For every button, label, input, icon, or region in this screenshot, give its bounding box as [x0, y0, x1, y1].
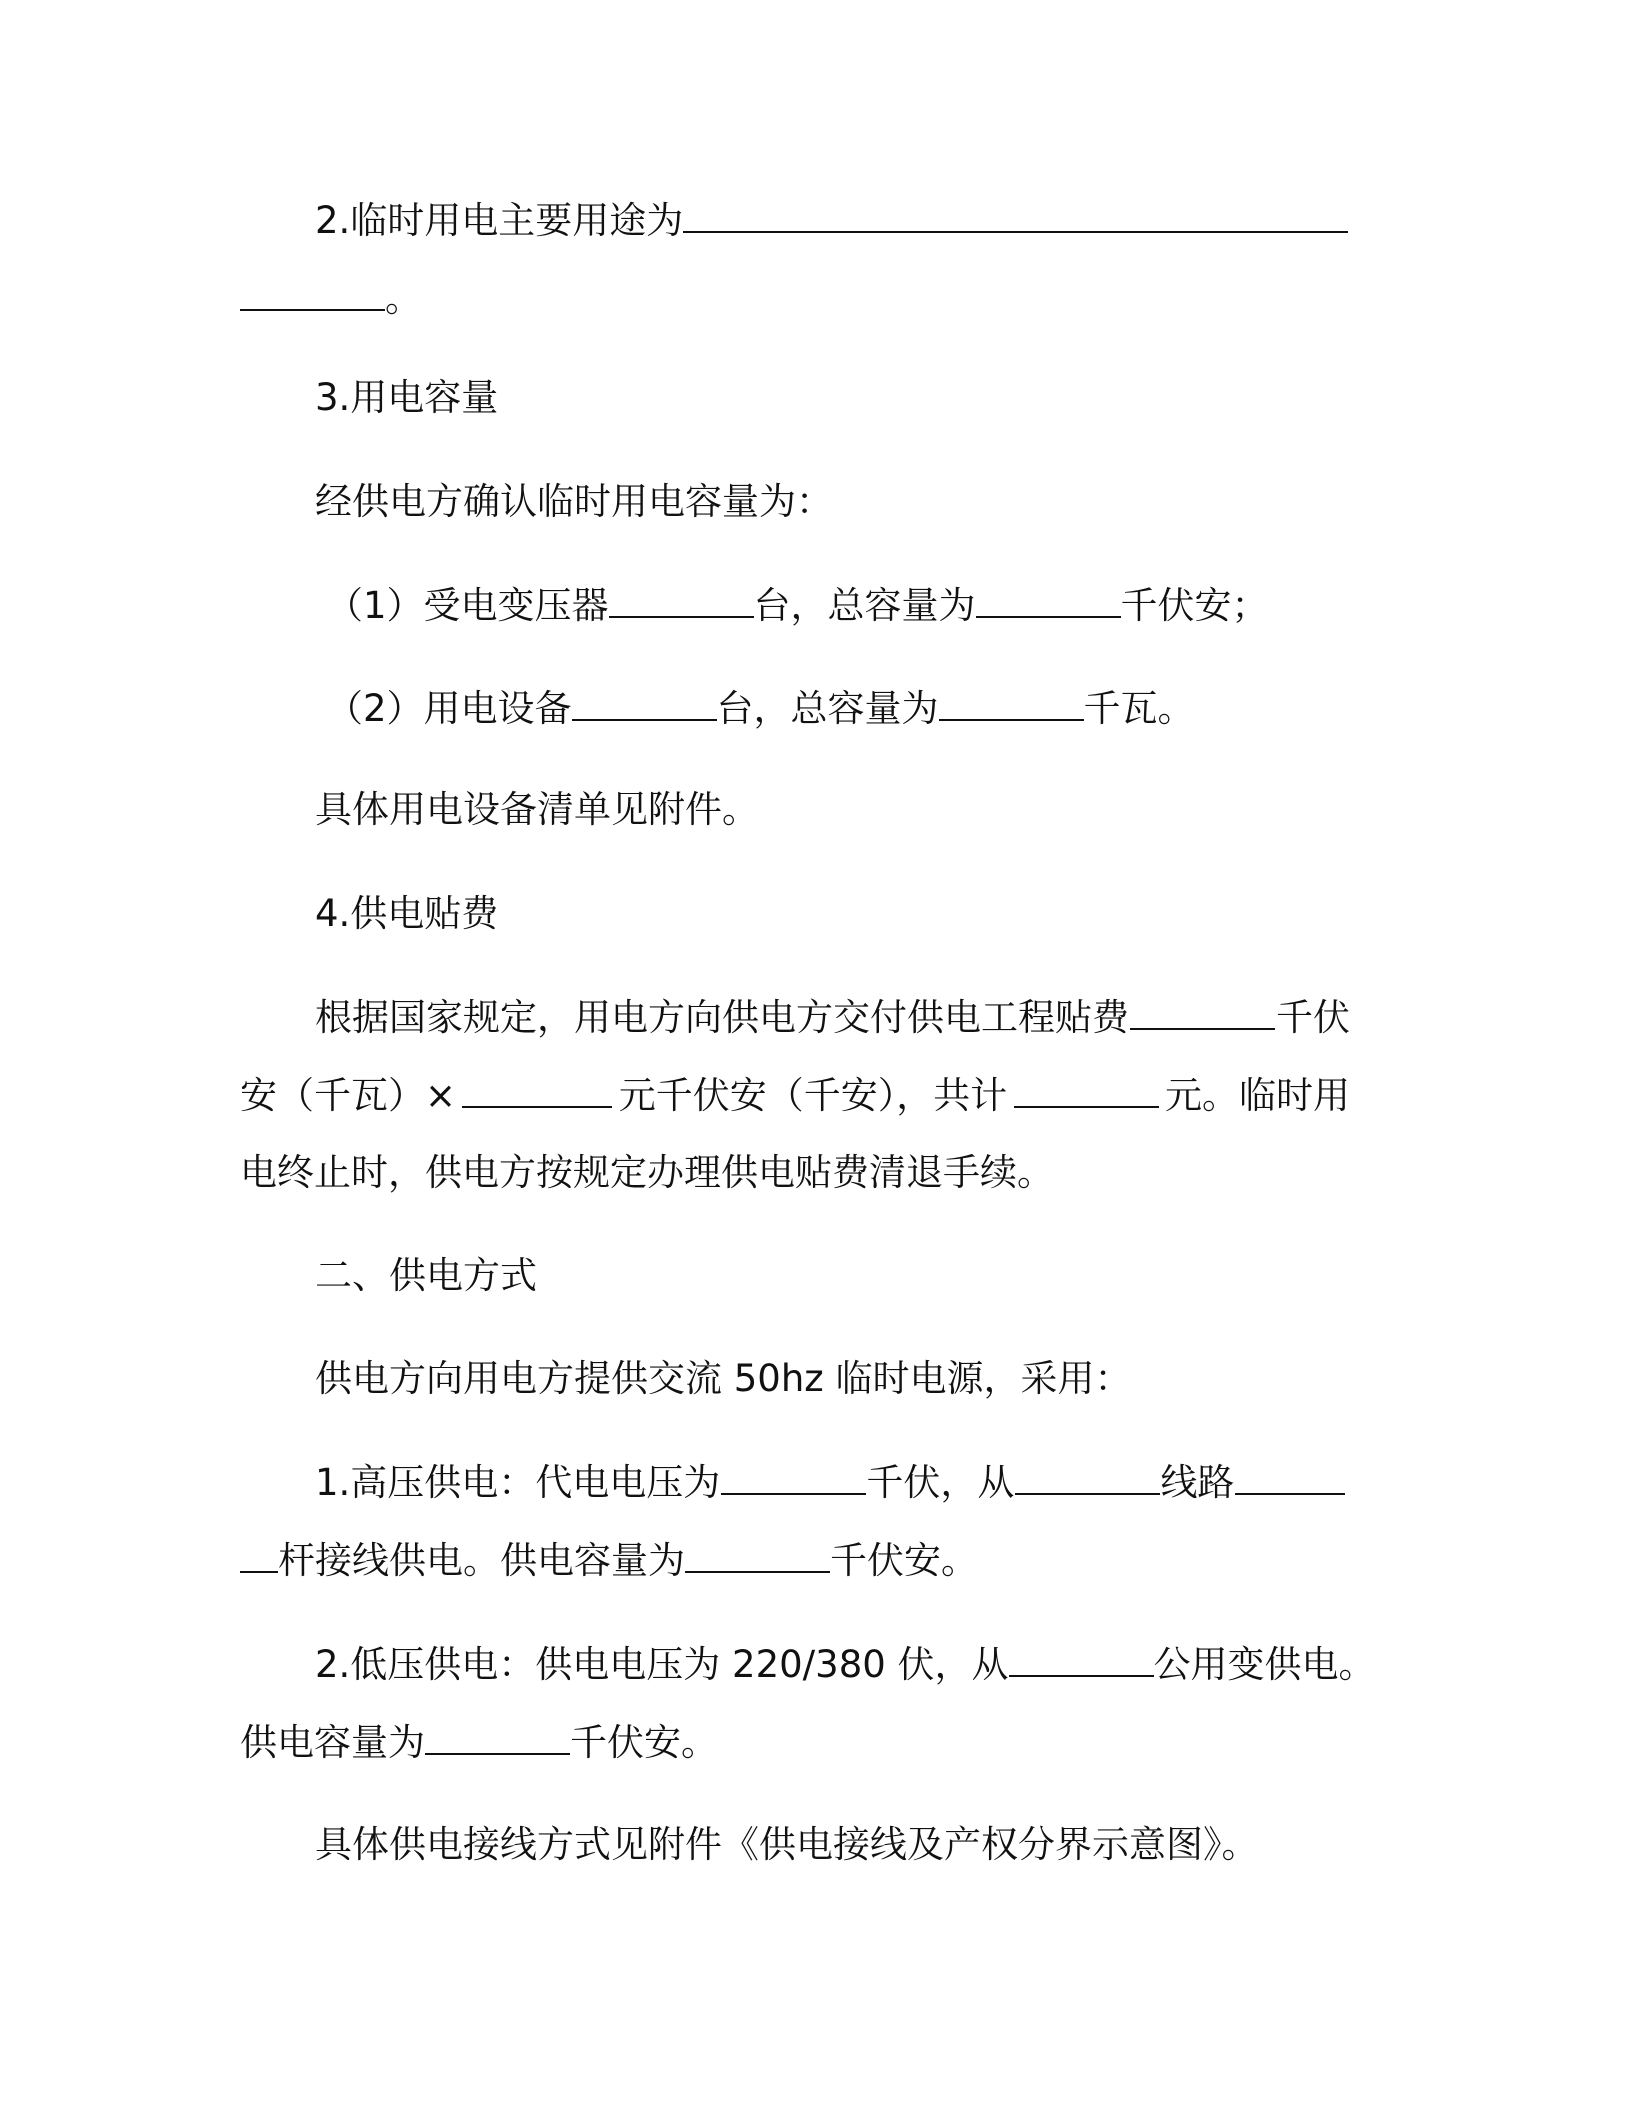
- paragraph-capacity-intro: [315, 477, 1360, 527]
- equipment-label: （2）用电设备: [326, 687, 572, 730]
- fee-text-5: 电终止时，供电方按规定办理供电贴费清退手续。: [240, 1151, 1054, 1194]
- fee-rate-blank[interactable]: [462, 1070, 612, 1108]
- fee-line-2: [240, 1070, 1350, 1121]
- hv-text-5: 千伏安。: [830, 1539, 978, 1582]
- equipment-count-blank[interactable]: [572, 683, 717, 721]
- fee-line-1: [315, 992, 1350, 1043]
- capacity-intro-text: 经供电方确认临时用电容量为：: [315, 480, 833, 523]
- transformer-total-label: 台，总容量为: [753, 584, 976, 627]
- hv-text-1: 1.高压供电：代电电压为: [315, 1461, 721, 1504]
- paragraph-usage-cont: [240, 273, 1360, 324]
- paragraph-wiring-attachment: [315, 1820, 1360, 1870]
- hv-line-1: [315, 1457, 1345, 1508]
- usage-blank[interactable]: [683, 195, 1348, 233]
- hv-text-2: 千伏，从: [866, 1461, 1015, 1504]
- equipment-list-text: 具体用电设备清单见附件。: [315, 788, 759, 831]
- hv-line-2: [240, 1535, 1360, 1586]
- fee-unit-1: 千伏: [1276, 996, 1350, 1039]
- hv-capacity-blank[interactable]: [685, 1535, 830, 1573]
- hv-pole-blank[interactable]: [1235, 1457, 1345, 1495]
- wiring-attachment-text: 具体供电接线方式见附件《供电接线及产权分界示意图》。: [315, 1823, 1259, 1866]
- equipment-unit: 千瓦。: [1083, 687, 1195, 730]
- transformer-kva-blank[interactable]: [976, 580, 1121, 618]
- paragraph-usage: [315, 195, 1360, 246]
- hv-voltage-blank[interactable]: [721, 1457, 866, 1495]
- item-transformer: [326, 580, 1371, 631]
- transformer-label: （1）受电变压器: [326, 584, 609, 627]
- fee-kva-blank[interactable]: [1130, 992, 1275, 1030]
- fee-text-2: 安（千瓦）×: [240, 1074, 457, 1117]
- lv-text-1: 2.低压供电：供电电压为 220/380 伏，从: [315, 1643, 1009, 1686]
- lv-text-2: 公用变供电。: [1153, 1643, 1376, 1686]
- paragraph-equipment-list: [315, 785, 1360, 835]
- hv-line-blank[interactable]: [1015, 1457, 1160, 1495]
- lv-text-4: 千伏安。: [570, 1721, 718, 1764]
- heading-fee: [315, 889, 1360, 939]
- heading-fee-text: 4.供电贴费: [315, 892, 499, 935]
- lv-capacity-blank[interactable]: [425, 1717, 570, 1755]
- lv-line-1: [315, 1639, 1376, 1690]
- hv-pole-blank-cont[interactable]: [240, 1535, 278, 1573]
- equipment-total-label: 台，总容量为: [716, 687, 939, 730]
- fee-text-3: 元千伏安（千安），共计: [618, 1074, 1008, 1117]
- item-equipment: [326, 683, 1371, 734]
- lv-transformer-blank[interactable]: [1009, 1639, 1154, 1677]
- transformer-unit: 千伏安；: [1120, 584, 1269, 627]
- lv-text-3: 供电容量为: [240, 1721, 425, 1764]
- hv-text-3: 线路: [1160, 1461, 1235, 1504]
- usage-blank-cont[interactable]: [240, 273, 385, 311]
- equipment-kw-blank[interactable]: [939, 683, 1084, 721]
- supply-intro-text: 供电方向用电方提供交流 50hz 临时电源，采用：: [315, 1357, 1132, 1400]
- fee-total-blank[interactable]: [1014, 1070, 1159, 1108]
- fee-line-3: [240, 1148, 1360, 1198]
- lv-line-2: [240, 1717, 1360, 1768]
- heading-capacity-text: 3.用电容量: [315, 376, 499, 419]
- paragraph-supply-intro: [315, 1354, 1360, 1404]
- heading-capacity: [315, 373, 1360, 423]
- usage-label: 2.临时用电主要用途为: [315, 199, 684, 242]
- heading-supply-method-text: 二、供电方式: [315, 1254, 537, 1297]
- fee-text-4: 元。临时用: [1164, 1074, 1350, 1117]
- period: 。: [385, 277, 422, 320]
- heading-supply-method: [315, 1251, 1360, 1301]
- fee-text-1: 根据国家规定，用电方向供电方交付供电工程贴费: [315, 996, 1129, 1039]
- hv-text-4: 杆接线供电。供电容量为: [278, 1539, 685, 1582]
- transformer-count-blank[interactable]: [609, 580, 754, 618]
